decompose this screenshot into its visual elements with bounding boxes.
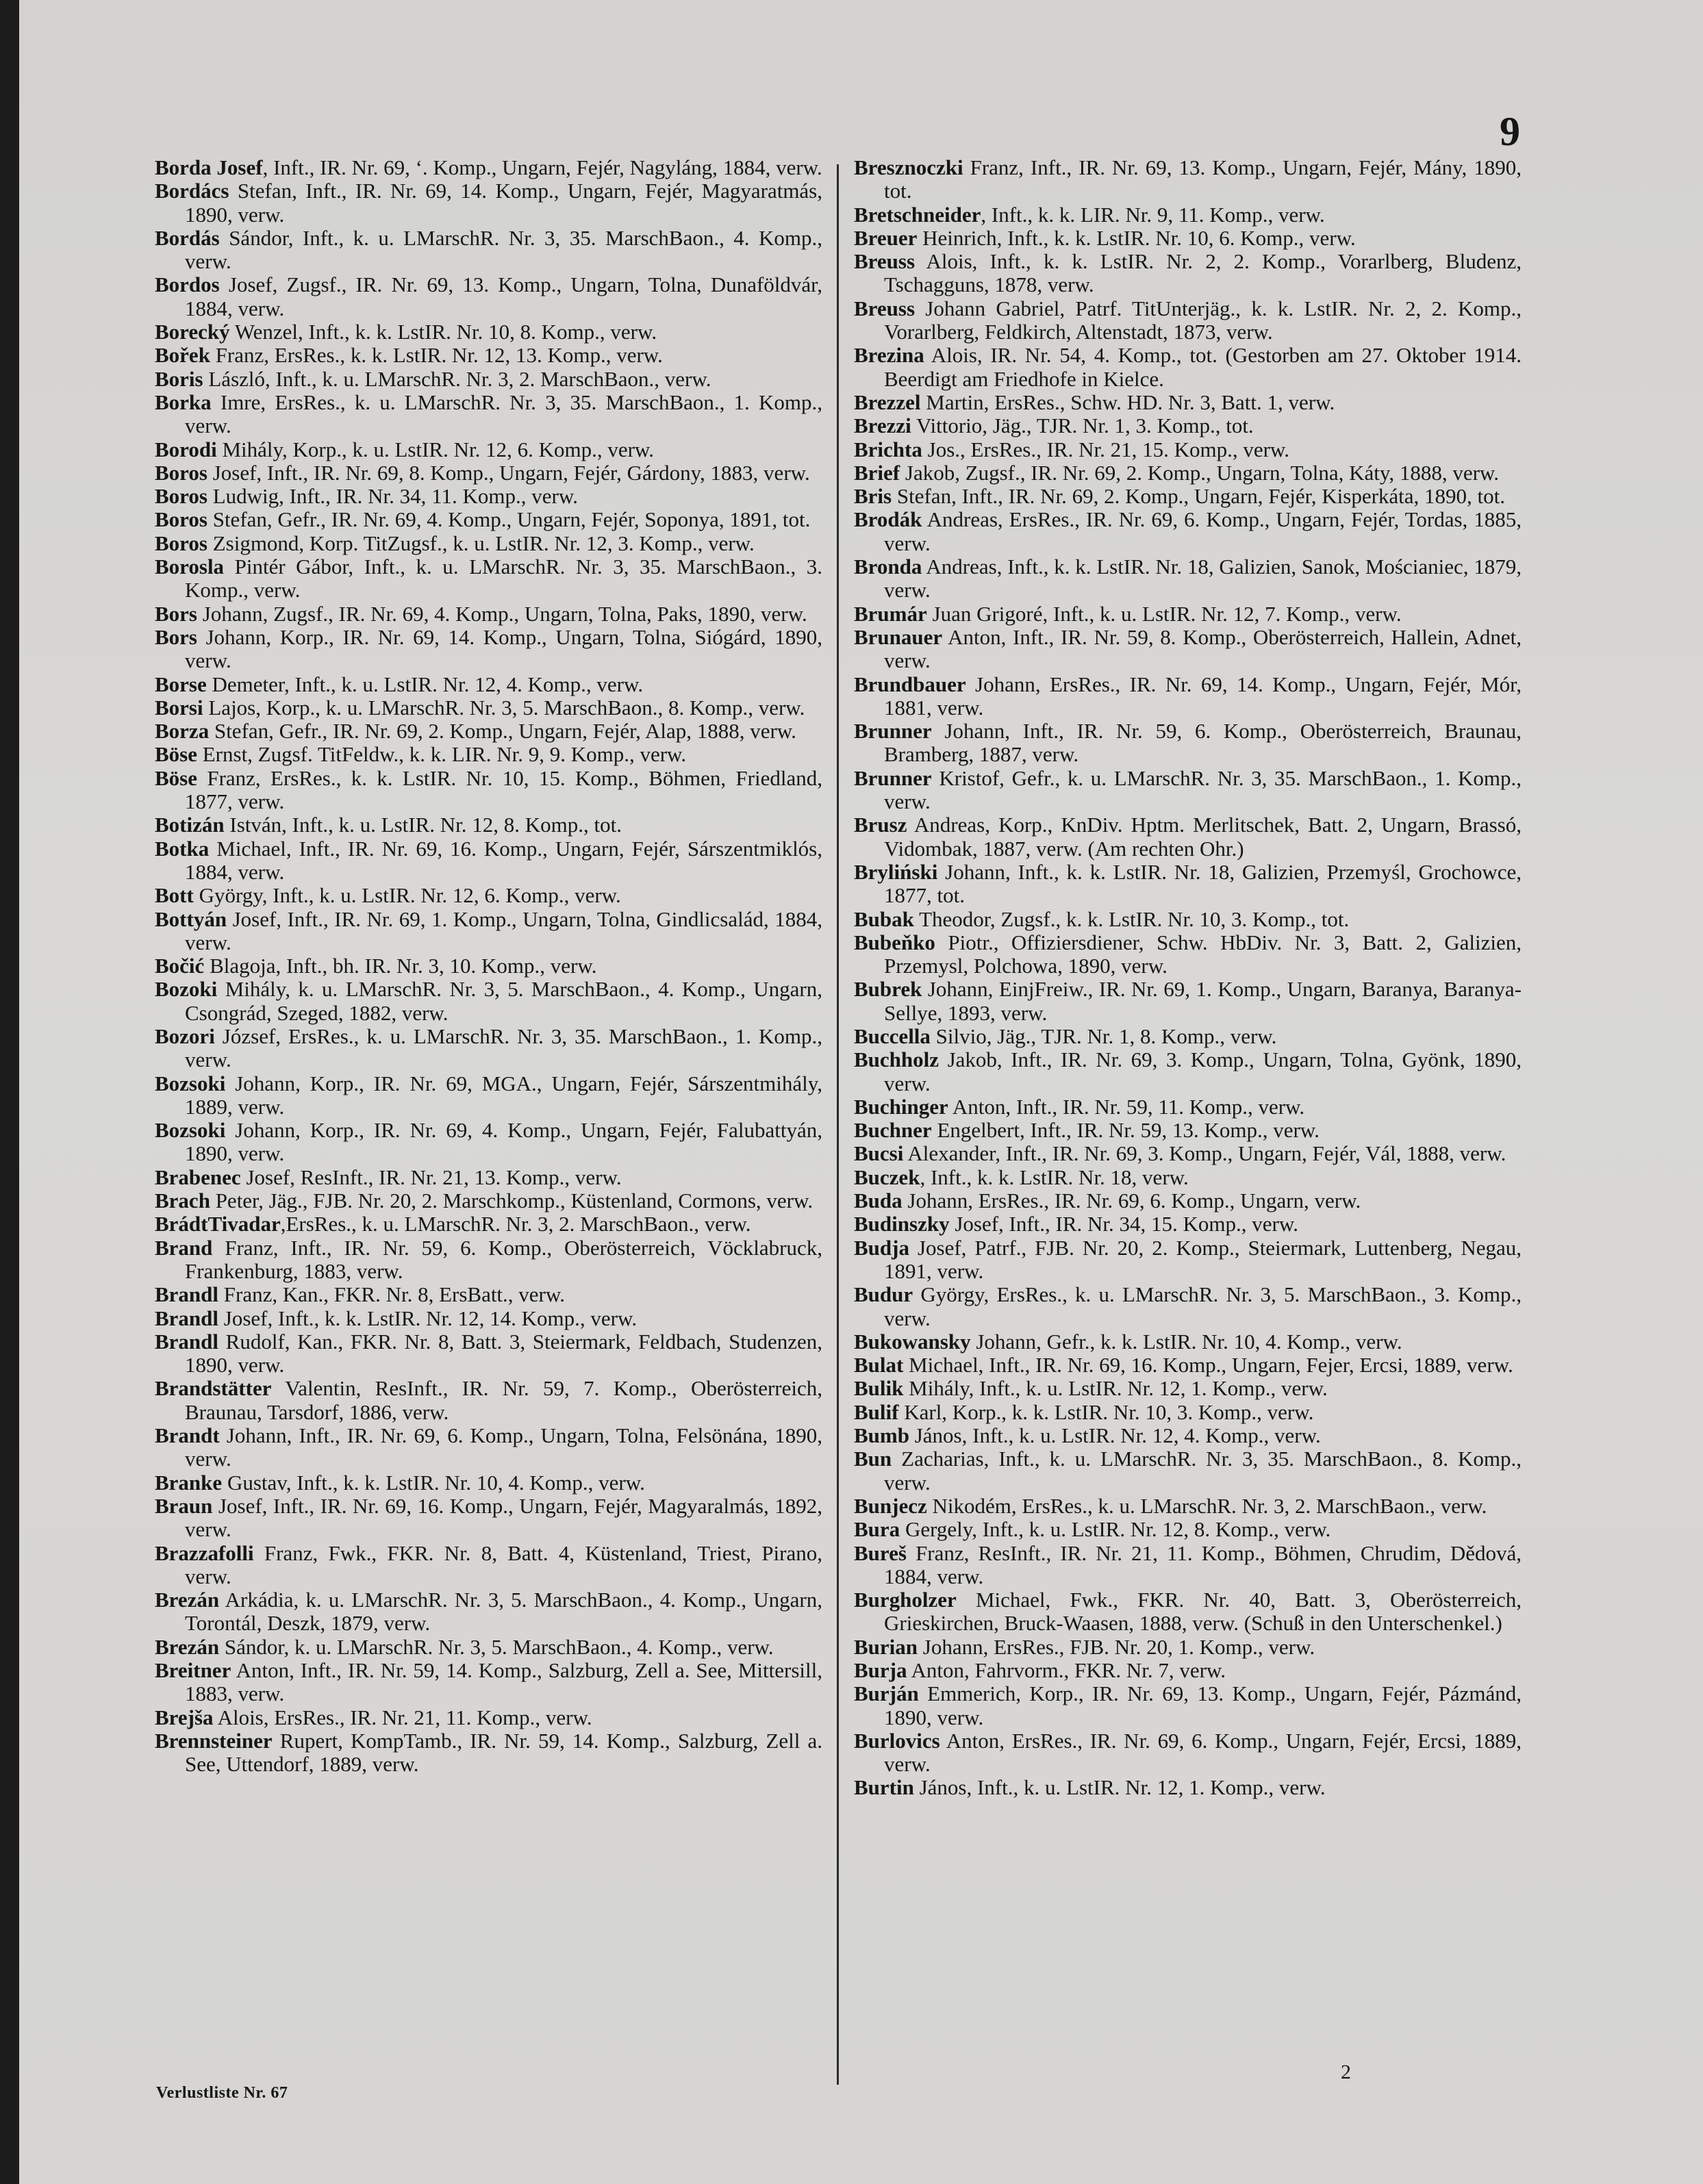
list-entry: [155, 1072, 822, 1119]
list-entry: [155, 1706, 822, 1729]
list-entry: [854, 1283, 1522, 1330]
entry-surname: Budja: [854, 1235, 909, 1260]
entry-details: Alois, Inft., k. k. LstIR. Nr. 2, 2. Komp., Vorarlberg, Bludenz, Tschagguns, 1878, verw.: [884, 249, 1522, 297]
entry-surname: Borda Josef: [155, 155, 263, 179]
left-column: [155, 156, 822, 1776]
entry-details: Silvio, Jäg., TJR. Nr. 1, 8. Komp., verw.: [930, 1024, 1277, 1048]
entry-details: Franz, ErsRes., k. k. LstIR. Nr. 12, 13. Komp., verw.: [210, 343, 663, 368]
list-entry: [854, 1447, 1522, 1495]
entry-details: Stefan, Gefr., IR. Nr. 69, 4. Komp., Ungarn, Fejér, Soponya, 1891, tot.: [207, 507, 811, 532]
entry-surname: Breuss: [854, 296, 916, 320]
entry-details: János, Inft., k. u. LstIR. Nr. 12, 1. Komp., verw.: [913, 1775, 1326, 1800]
list-entry: [854, 1542, 1522, 1589]
list-entry: [155, 1729, 822, 1777]
list-entry: [155, 461, 822, 485]
list-entry: [854, 720, 1522, 767]
entry-surname: Bulif: [854, 1399, 899, 1424]
list-entry: [155, 1588, 822, 1636]
list-entry: [854, 1212, 1522, 1236]
list-entry: [854, 978, 1522, 1025]
list-entry: [854, 813, 1522, 861]
entry-surname: Buczek: [854, 1165, 920, 1189]
entry-surname: Breuss: [854, 249, 916, 274]
list-entry: [854, 555, 1522, 602]
entry-surname: Bočić: [155, 954, 205, 978]
entry-surname: Brejša: [155, 1705, 214, 1729]
entry-details: Emmerich, Korp., IR. Nr. 69, 13. Komp., Ungarn, Fejér, Pázmánd, 1890, verw.: [884, 1681, 1522, 1729]
list-entry: [155, 1283, 822, 1306]
footer-list-number: Verlustliste Nr. 67: [156, 2084, 288, 2102]
list-entry: [155, 978, 822, 1025]
entry-surname: Brandl: [155, 1306, 219, 1330]
entry-surname: Brach: [155, 1189, 210, 1213]
list-entry: [854, 1119, 1522, 1142]
entry-details: Gustav, Inft., k. k. LstIR. Nr. 10, 4. Komp., verw.: [222, 1470, 645, 1495]
list-entry: [155, 908, 822, 955]
list-entry: [854, 1518, 1522, 1541]
list-entry: [854, 485, 1522, 508]
entry-surname: Bretschneider: [854, 202, 981, 227]
list-entry: [155, 179, 822, 227]
entry-surname: Boros: [155, 460, 207, 485]
entry-details: Franz, ResInft., IR. Nr. 21, 11. Komp., Böhmen, Chrudim, Dědová, 1884, verw.: [884, 1540, 1522, 1588]
entry-surname: Brandstätter: [155, 1376, 272, 1401]
entry-surname: Bozori: [155, 1024, 215, 1048]
entry-details: Kristof, Gefr., k. u. LMarschR. Nr. 3, 35. MarschBaon., 1. Komp., verw.: [884, 765, 1522, 814]
list-entry: [155, 391, 822, 438]
entry-surname: Brichta: [854, 437, 922, 461]
entry-details: Piotr., Offiziersdiener, Schw. HbDiv. Nr. 3, Batt. 2, Galizien, Przemysl, Polchowa, 1890, verw.: [884, 930, 1522, 978]
entry-details: Sándor, k. u. LMarschR. Nr. 3, 5. MarschBaon., 4. Komp., verw.: [219, 1634, 774, 1659]
entry-surname: Botka: [155, 836, 210, 861]
entry-surname: Böse: [155, 742, 197, 767]
entry-details: Franz, Inft., IR. Nr. 59, 6. Komp., Oberösterreich, Vöcklabruck, Frankenburg, 1883, verw.: [185, 1235, 822, 1283]
list-entry: [854, 931, 1522, 978]
list-entry: [155, 1330, 822, 1377]
entry-surname: Burian: [854, 1634, 918, 1659]
list-entry: [854, 1495, 1522, 1518]
entry-surname: Bresznoczki: [854, 155, 963, 179]
entry-details: Franz, ErsRes., k. k. LstIR. Nr. 10, 15. Komp., Böhmen, Friedland, 1877, verw.: [185, 765, 822, 814]
entry-details: Alois, IR. Nr. 54, 4. Komp., tot. (Gestorben am 27. Oktober 1914. Beerdigt am Friedhofe in Kielce.: [884, 343, 1522, 391]
entry-surname: Bris: [854, 484, 892, 509]
entry-details: Johann, ErsRes., FJB. Nr. 20, 1. Komp., verw.: [918, 1634, 1315, 1659]
entry-surname: Bordos: [155, 272, 220, 297]
entry-details: Juan Grigoré, Inft., k. u. LstIR. Nr. 12, 7. Komp., verw.: [926, 601, 1402, 626]
entry-details: Johann Gabriel, Patrf. TitUnterjäg., k. k. LstIR. Nr. 2, 2. Komp., Vorarlberg, Feldkirch, Altenstadt, 1873, verw.: [884, 296, 1522, 344]
entry-surname: Bucsi: [854, 1141, 904, 1166]
entry-surname: Bura: [854, 1517, 900, 1542]
list-entry: [854, 1142, 1522, 1165]
list-entry: [155, 626, 822, 673]
entry-surname: Brandt: [155, 1423, 220, 1448]
list-entry: [854, 1025, 1522, 1048]
entry-surname: Bors: [155, 601, 197, 626]
entry-details: Mihály, Inft., k. u. LstIR. Nr. 12, 1. Komp., verw.: [903, 1376, 1328, 1401]
entry-surname: Burlovics: [854, 1728, 940, 1753]
entry-surname: Branke: [155, 1470, 223, 1495]
entry-surname: Braun: [155, 1493, 213, 1518]
list-entry: [155, 344, 822, 367]
entry-details: Franz, Kan., FKR. Nr. 8, ErsBatt., verw.: [218, 1282, 566, 1307]
list-entry: [155, 1189, 822, 1212]
entry-surname: Brezzi: [854, 414, 911, 438]
entry-details: Nikodém, ErsRes., k. u. LMarschR. Nr. 3, 2. MarschBaon., verw.: [926, 1493, 1487, 1518]
entry-surname: Brabenec: [155, 1165, 241, 1189]
entry-details: Imre, ErsRes., k. u. LMarschR. Nr. 3, 35. MarschBaon., 1. Komp., verw.: [185, 390, 822, 438]
list-entry: [854, 673, 1522, 720]
entry-details: Stefan, Gefr., IR. Nr. 69, 2. Komp., Ungarn, Fejér, Alap, 1888, verw.: [209, 719, 796, 744]
entry-details: Rupert, KompTamb., IR. Nr. 59, 14. Komp., Salzburg, Zell a. See, Uttendorf, 1889, verw.: [185, 1728, 822, 1777]
entry-surname: Bronda: [854, 555, 922, 579]
entry-surname: Borsi: [155, 695, 203, 720]
entry-details: , Inft., k. k. LIR. Nr. 9, 11. Komp., verw.: [981, 202, 1325, 227]
list-entry: [854, 1776, 1522, 1799]
list-entry: [155, 673, 822, 696]
entry-details: Andreas, Inft., k. k. LstIR. Nr. 18, Galizien, Sanok, Mościaniec, 1879, verw.: [884, 555, 1522, 602]
entry-details: János, Inft., k. u. LstIR. Nr. 12, 4. Komp., verw.: [909, 1423, 1321, 1448]
entry-surname: Brezzel: [854, 390, 921, 414]
entry-details: Martin, ErsRes., Schw. HD. Nr. 3, Batt. 1, verw.: [920, 390, 1335, 414]
entry-surname: Brundbauer: [854, 672, 966, 696]
list-entry: [155, 1025, 822, 1072]
entry-surname: Brand: [155, 1235, 213, 1260]
entry-surname: Botizán: [155, 813, 225, 837]
entry-details: Josef, Inft., IR. Nr. 69, 8. Komp., Ungarn, Fejér, Gárdony, 1883, verw.: [207, 460, 810, 485]
list-entry: [155, 1471, 822, 1495]
entry-details: György, Inft., k. u. LstIR. Nr. 12, 6. Komp., verw.: [193, 883, 621, 908]
entry-surname: Brandl: [155, 1282, 219, 1307]
entry-surname: Brunner: [854, 765, 932, 790]
entry-details: Rudolf, Kan., FKR. Nr. 8, Batt. 3, Steiermark, Feldbach, Studenzen, 1890, verw.: [185, 1329, 822, 1377]
entry-details: Engelbert, Inft., IR. Nr. 59, 13. Komp., verw.: [931, 1118, 1320, 1143]
list-entry: [155, 1542, 822, 1589]
entry-surname: Bořek: [155, 343, 210, 368]
entry-surname: Bun: [854, 1447, 892, 1471]
list-entry: [854, 1236, 1522, 1284]
list-entry: [854, 1636, 1522, 1659]
list-entry: [155, 508, 822, 531]
list-entry: [155, 1659, 822, 1706]
list-entry: [854, 1330, 1522, 1354]
list-entry: [854, 861, 1522, 908]
entry-surname: Burtin: [854, 1775, 914, 1800]
list-entry: [854, 438, 1522, 461]
list-entry: [155, 813, 822, 837]
scan-edge: [0, 0, 19, 2184]
entry-surname: Borza: [155, 719, 210, 744]
entry-surname: Boros: [155, 507, 207, 532]
list-entry: [155, 1495, 822, 1542]
list-entry: [854, 1682, 1522, 1729]
column-divider: [837, 164, 839, 2085]
list-entry: [155, 1212, 822, 1236]
list-entry: [854, 344, 1522, 391]
entry-surname: Brennsteiner: [155, 1728, 273, 1753]
entry-details: Johann, Korp., IR. Nr. 69, MGA., Ungarn, Fejér, Sárszentmihály, 1889, verw.: [185, 1071, 822, 1119]
entry-surname: Burja: [854, 1658, 907, 1682]
entry-details: Johann, Inft., IR. Nr. 59, 6. Komp., Oberösterreich, Braunau, Bramberg, 1887, verw.: [884, 719, 1522, 767]
entry-details: Johann, ErsRes., IR. Nr. 69, 6. Komp., Ungarn, verw.: [902, 1189, 1361, 1213]
list-entry: [854, 1401, 1522, 1424]
entry-surname: Brezán: [155, 1588, 220, 1612]
entry-surname: Buchinger: [854, 1094, 948, 1119]
entry-surname: Buccella: [854, 1024, 931, 1048]
entry-surname: Bunjecz: [854, 1493, 927, 1518]
entry-details: Josef, Inft., IR. Nr. 34, 15. Komp., verw.: [949, 1212, 1299, 1236]
entry-details: Gergely, Inft., k. u. LstIR. Nr. 12, 8. Komp., verw.: [900, 1517, 1331, 1542]
entry-details: Demeter, Inft., k. u. LstIR. Nr. 12, 4. Komp., verw.: [206, 672, 644, 696]
list-entry: [155, 273, 822, 320]
list-entry: [854, 626, 1522, 673]
list-entry: [854, 250, 1522, 297]
entry-details: Johann, Korp., IR. Nr. 69, 14. Komp., Ungarn, Tolna, Siógárd, 1890, verw.: [185, 624, 822, 673]
entry-surname: Brodák: [854, 507, 922, 532]
entry-surname: Bulik: [854, 1376, 904, 1401]
entry-surname: Brunner: [854, 719, 932, 744]
entry-details: Josef, ResInft., IR. Nr. 21, 13. Komp., verw.: [240, 1165, 622, 1189]
list-entry: [155, 837, 822, 885]
entry-details: Arkádia, k. u. LMarschR. Nr. 3, 5. MarschBaon., 4. Komp., Ungarn, Torontál, Deszk, 1879, verw.: [185, 1588, 822, 1636]
entry-surname: Boros: [155, 531, 207, 555]
entry-details: Alexander, Inft., IR. Nr. 69, 3. Komp., Ungarn, Fejér, Vál, 1888, verw.: [903, 1141, 1506, 1166]
entry-details: Mihály, k. u. LMarschR. Nr. 3, 5. MarschBaon., 4. Komp., Ungarn, Csongrád, Szeged, 1882, verw.: [185, 977, 822, 1025]
entry-surname: Burján: [854, 1681, 919, 1706]
page-number: 9: [1500, 109, 1520, 154]
entry-surname: Brezán: [155, 1634, 220, 1659]
entry-details: Josef, Patrf., FJB. Nr. 20, 2. Komp., Steiermark, Luttenberg, Negau, 1891, verw.: [884, 1235, 1522, 1283]
entry-surname: Brusz: [854, 813, 907, 837]
entry-details: Stefan, Inft., IR. Nr. 69, 14. Komp., Ungarn, Fejér, Magyaratmás, 1890, verw.: [185, 179, 822, 227]
list-entry: [155, 720, 822, 743]
list-entry: [155, 368, 822, 391]
list-entry: [854, 156, 1522, 203]
list-entry: [155, 696, 822, 720]
list-entry: [155, 1307, 822, 1330]
entry-details: László, Inft., k. u. LMarschR. Nr. 3, 2. MarschBaon., verw.: [203, 366, 711, 391]
entry-surname: Buchholz: [854, 1047, 939, 1072]
list-entry: [854, 1166, 1522, 1189]
list-entry: [155, 1119, 822, 1166]
list-entry: [854, 227, 1522, 250]
list-entry: [155, 227, 822, 274]
entry-details: Anton, Fahrvorm., FKR. Nr. 7, verw.: [907, 1658, 1226, 1682]
entry-surname: Boros: [155, 484, 207, 509]
list-entry: [155, 555, 822, 602]
list-entry: [854, 203, 1522, 227]
list-entry: [155, 438, 822, 461]
entry-surname: Bottyán: [155, 906, 227, 931]
list-entry: [854, 414, 1522, 437]
entry-details: Johann, Inft., k. k. LstIR. Nr. 18, Galizien, Przemyśl, Grochowce, 1877, tot.: [884, 859, 1522, 908]
entry-details: Michael, Inft., IR. Nr. 69, 16. Komp., Ungarn, Fejér, Sárszentmiklós, 1884, verw.: [185, 836, 822, 884]
entry-surname: Brezina: [854, 343, 924, 368]
list-entry: [155, 1636, 822, 1659]
list-entry: [155, 485, 822, 508]
entry-details: Zacharias, Inft., k. u. LMarschR. Nr. 3, 35. MarschBaon., 8. Komp., verw.: [884, 1447, 1522, 1495]
list-entry: [155, 1424, 822, 1471]
list-entry: [854, 1588, 1522, 1636]
entry-details: Anton, ErsRes., IR. Nr. 69, 6. Komp., Ungarn, Fejér, Ercsi, 1889, verw.: [884, 1728, 1522, 1777]
list-entry: [854, 1354, 1522, 1377]
list-entry: [854, 1659, 1522, 1682]
entry-details: Alois, ErsRes., IR. Nr. 21, 11. Komp., verw.: [213, 1705, 592, 1729]
list-entry: [155, 156, 822, 179]
entry-details: György, ErsRes., k. u. LMarschR. Nr. 3, 5. MarschBaon., 3. Komp., verw.: [884, 1282, 1522, 1330]
entry-details: Josef, Zugsf., IR. Nr. 69, 13. Komp., Ungarn, Tolna, Dunaföldvár, 1884, verw.: [185, 272, 822, 320]
entry-details: Ludwig, Inft., IR. Nr. 34, 11. Komp., verw.: [207, 484, 578, 509]
list-entry: [854, 1189, 1522, 1212]
list-entry: [155, 320, 822, 344]
entry-details: Johann, EinjFreiw., IR. Nr. 69, 1. Komp., Ungarn, Baranya, Baranya-Sellye, 1893, verw.: [884, 977, 1522, 1025]
entry-surname: Buchner: [854, 1118, 932, 1143]
entry-details: Anton, Inft., IR. Nr. 59, 14. Komp., Salzburg, Zell a. See, Mittersill, 1883, verw.: [185, 1658, 822, 1706]
entry-details: Ernst, Zugsf. TitFeldw., k. k. LIR. Nr. 9, 9. Komp., verw.: [197, 742, 687, 767]
entry-surname: Bott: [155, 883, 194, 908]
entry-details: Peter, Jäg., FJB. Nr. 20, 2. Marschkomp., Küstenland, Cormons, verw.: [210, 1189, 813, 1213]
entry-details: , Inft., k. k. LstIR. Nr. 18, verw.: [920, 1165, 1189, 1189]
list-entry: [854, 767, 1522, 814]
entry-details: Valentin, ResInft., IR. Nr. 59, 7. Komp., Oberösterreich, Braunau, Tarsdorf, 1886, verw.: [185, 1376, 822, 1424]
entry-surname: Borosla: [155, 555, 225, 579]
entry-surname: Brumár: [854, 601, 927, 626]
entry-surname: Bubeňko: [854, 930, 935, 954]
entry-surname: Borse: [155, 672, 207, 696]
entry-surname: Burgholzer: [854, 1588, 957, 1612]
list-entry: [155, 767, 822, 814]
entry-details: Josef, Inft., IR. Nr. 69, 1. Komp., Ungarn, Tolna, Gindlicsalád, 1884, verw.: [185, 906, 822, 954]
entry-surname: Buda: [854, 1189, 903, 1213]
entry-surname: Böse: [155, 765, 197, 790]
entry-surname: Borka: [155, 390, 212, 414]
list-entry: [155, 1236, 822, 1284]
entry-details: Johann, Korp., IR. Nr. 69, 4. Komp., Ungarn, Fejér, Falubattyán, 1890, verw.: [185, 1118, 822, 1166]
entry-details: Anton, Inft., IR. Nr. 59, 8. Komp., Oberösterreich, Hallein, Adnet, verw.: [884, 624, 1522, 673]
entry-details: Sándor, Inft., k. u. LMarschR. Nr. 3, 35. MarschBaon., 4. Komp., verw.: [185, 225, 822, 274]
entry-surname: Bozsoki: [155, 1071, 226, 1095]
entry-details: Lajos, Korp., k. u. LMarschR. Nr. 3, 5. MarschBaon., 8. Komp., verw.: [203, 695, 805, 720]
list-entry: [155, 1166, 822, 1189]
entry-surname: Bryliński: [854, 859, 938, 884]
list-entry: [854, 908, 1522, 931]
list-entry: [854, 391, 1522, 414]
entry-details: Jakob, Zugsf., IR. Nr. 69, 2. Komp., Ungarn, Tolna, Káty, 1888, verw.: [900, 460, 1500, 485]
entry-details: Michael, Inft., IR. Nr. 69, 16. Komp., Ungarn, Fejer, Ercsi, 1889, verw.: [903, 1353, 1513, 1377]
entry-surname: Brunauer: [854, 624, 943, 649]
list-entry: [155, 532, 822, 555]
entry-surname: Bulat: [854, 1353, 904, 1377]
entry-surname: Brandl: [155, 1329, 219, 1354]
right-column: [854, 156, 1522, 1800]
entry-details: Johann, Gefr., k. k. LstIR. Nr. 10, 4. Komp., verw.: [970, 1329, 1402, 1354]
entry-details: Franz, Inft., IR. Nr. 69, 13. Komp., Ungarn, Fejér, Mány, 1890, tot.: [884, 155, 1522, 203]
entry-details: ,ErsRes., k. u. LMarschR. Nr. 3, 2. MarschBaon., verw.: [280, 1212, 751, 1236]
list-entry: [854, 1048, 1522, 1095]
entry-details: Andreas, Korp., KnDiv. Hptm. Merlitschek, Batt. 2, Ungarn, Brassó, Vidombak, 1887, verw. (Am rechten Ohr.): [884, 813, 1522, 861]
footer-signature-mark: 2: [1341, 2061, 1351, 2083]
entry-details: Michael, Fwk., FKR. Nr. 40, Batt. 3, Oberösterreich, Grieskirchen, Bruck-Waasen, 1888, verw. (Schuß in den Unterschenkel.): [884, 1588, 1522, 1636]
entry-details: Josef, Inft., k. k. LstIR. Nr. 12, 14. Komp., verw.: [218, 1306, 638, 1330]
list-entry: [854, 461, 1522, 485]
entry-surname: Breuer: [854, 225, 918, 250]
entry-details: Theodor, Zugsf., k. k. LstIR. Nr. 10, 3. Komp., tot.: [913, 906, 1350, 931]
entry-details: Franz, Fwk., FKR. Nr. 8, Batt. 4, Küstenland, Triest, Pirano, verw.: [185, 1540, 822, 1588]
entry-details: József, ErsRes., k. u. LMarschR. Nr. 3, 35. MarschBaon., 1. Komp., verw.: [185, 1024, 822, 1072]
list-entry: [155, 884, 822, 907]
list-entry: [155, 954, 822, 978]
entry-details: Josef, Inft., IR. Nr. 69, 16. Komp., Ungarn, Fejér, Magyaralmás, 1892, verw.: [185, 1493, 822, 1542]
list-entry: [155, 1377, 822, 1424]
list-entry: [854, 1095, 1522, 1119]
entry-surname: Bors: [155, 624, 197, 649]
entry-details: Johann, Inft., IR. Nr. 69, 6. Komp., Ungarn, Tolna, Felsönána, 1890, verw.: [185, 1423, 822, 1471]
entry-details: Andreas, ErsRes., IR. Nr. 69, 6. Komp., Ungarn, Fejér, Tordas, 1885, verw.: [884, 507, 1522, 555]
entry-details: Heinrich, Inft., k. k. LstIR. Nr. 10, 6. Komp., verw.: [917, 225, 1356, 250]
entry-details: Wenzel, Inft., k. k. LstIR. Nr. 10, 8. Komp., verw.: [229, 320, 657, 344]
entry-surname: Bureš: [854, 1540, 907, 1565]
entry-surname: Budur: [854, 1282, 913, 1307]
entry-surname: Bordács: [155, 179, 229, 203]
entry-surname: Borodi: [155, 437, 217, 461]
entry-surname: Bozoki: [155, 977, 218, 1002]
entry-details: Stefan, Inft., IR. Nr. 69, 2. Komp., Ungarn, Fejér, Kisperkáta, 1890, tot.: [892, 484, 1506, 509]
list-entry: [854, 602, 1522, 626]
entry-surname: Bubak: [854, 906, 914, 931]
entry-surname: Boris: [155, 366, 203, 391]
entry-details: , Inft., IR. Nr. 69, ‘. Komp., Ungarn, Fejér, Nagyláng, 1884, verw.: [262, 155, 822, 179]
list-entry: [155, 743, 822, 766]
list-entry: [854, 1729, 1522, 1777]
list-entry: [854, 508, 1522, 555]
entry-details: Mihály, Korp., k. u. LstIR. Nr. 12, 6. Komp., verw.: [216, 437, 655, 461]
entry-details: Johann, Zugsf., IR. Nr. 69, 4. Komp., Ungarn, Tolna, Paks, 1890, verw.: [197, 601, 807, 626]
entry-surname: Bumb: [854, 1423, 909, 1448]
entry-surname: Bukowansky: [854, 1329, 971, 1354]
entry-details: Blagoja, Inft., bh. IR. Nr. 3, 10. Komp., verw.: [204, 954, 597, 978]
entry-surname: Breitner: [155, 1658, 231, 1682]
entry-surname: Bozsoki: [155, 1118, 226, 1143]
list-entry: [854, 297, 1522, 344]
entry-surname: Borecký: [155, 320, 230, 344]
list-entry: [854, 1377, 1522, 1400]
list-entry: [854, 1424, 1522, 1447]
entry-surname: Budinszky: [854, 1212, 950, 1236]
entry-surname: Bordás: [155, 225, 220, 250]
entry-surname: Brazzafolli: [155, 1540, 254, 1565]
entry-details: Zsigmond, Korp. TitZugsf., k. u. LstIR. Nr. 12, 3. Komp., verw.: [207, 531, 755, 555]
entry-details: Vittorio, Jäg., TJR. Nr. 1, 3. Komp., tot.: [911, 414, 1254, 438]
entry-details: Karl, Korp., k. k. LstIR. Nr. 10, 3. Komp., verw.: [898, 1399, 1314, 1424]
entry-surname: Brief: [854, 460, 900, 485]
entry-details: Pintér Gábor, Inft., k. u. LMarschR. Nr. 3, 35. MarschBaon., 3. Komp., verw.: [185, 555, 822, 602]
entry-details: Jos., ErsRes., IR. Nr. 21, 15. Komp., verw.: [922, 437, 1290, 461]
entry-details: István, Inft., k. u. LstIR. Nr. 12, 8. Komp., tot.: [224, 813, 622, 837]
entry-surname: BrádtTivadar: [155, 1212, 281, 1236]
entry-details: Anton, Inft., IR. Nr. 59, 11. Komp., verw.: [948, 1094, 1305, 1119]
entry-details: Johann, ErsRes., IR. Nr. 69, 14. Komp., Ungarn, Fejér, Mór, 1881, verw.: [884, 672, 1522, 720]
list-entry: [155, 602, 822, 626]
entry-details: Jakob, Inft., IR. Nr. 69, 3. Komp., Ungarn, Tolna, Gyönk, 1890, verw.: [884, 1047, 1522, 1095]
entry-surname: Bubrek: [854, 977, 922, 1002]
